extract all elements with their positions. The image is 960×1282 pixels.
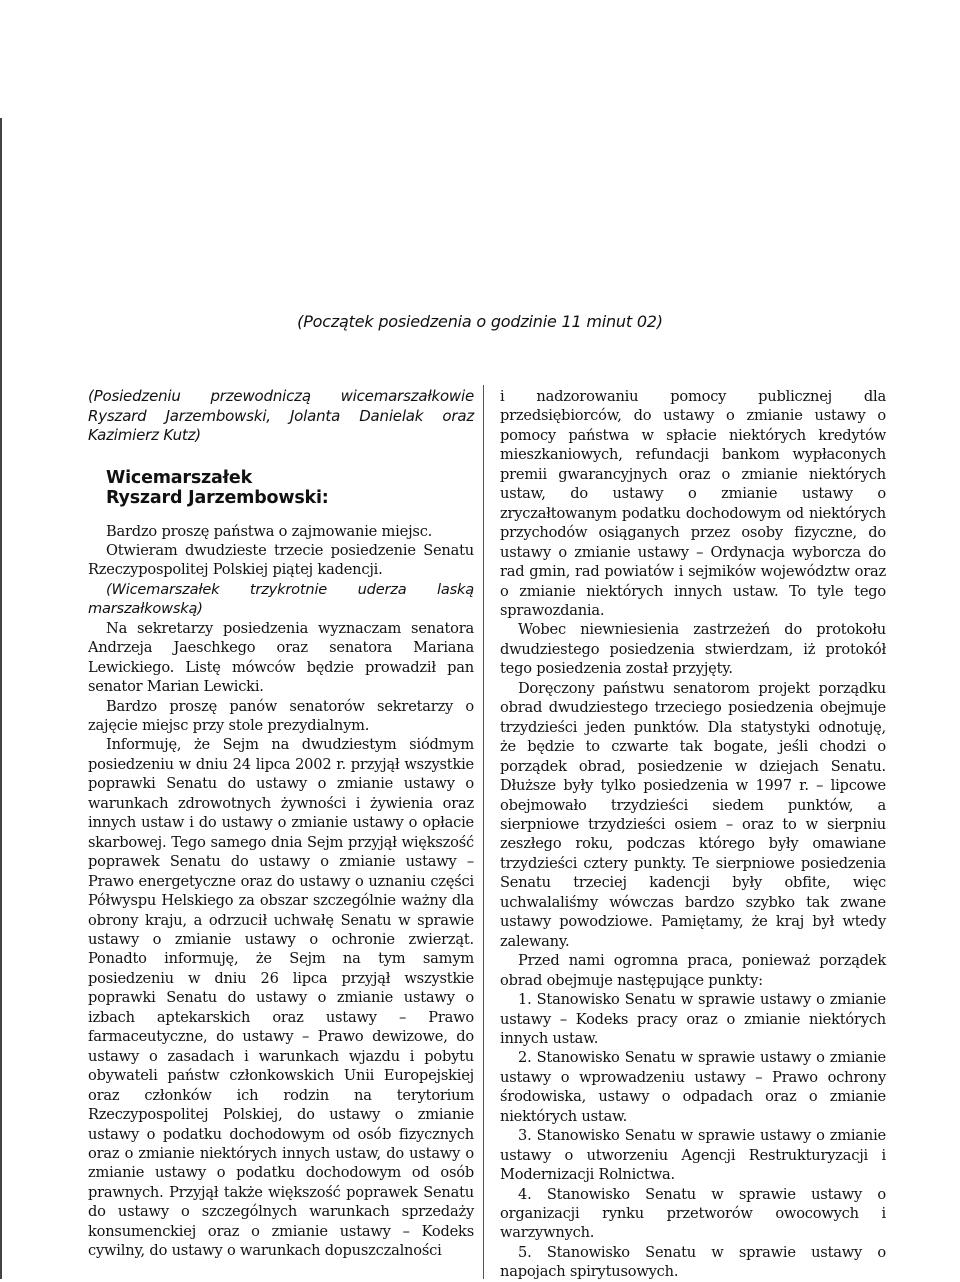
paragraph: Otwieram dwudzieste trzecie posiedzenie Senatu Rzeczypospolitej Polskiej piątej kadencji. xyxy=(88,541,474,579)
session-start-note: (Początek posiedzenia o godzinie 11 minut 02) xyxy=(297,312,663,331)
chair-note: (Posiedzeniu przewodniczą wicemarszałkowie Ryszard Jarzembowski, Jolanta Danielak oraz Kazimierz Kutz) xyxy=(88,387,474,444)
left-column xyxy=(88,387,474,1261)
agenda-item: 2. Stanowisko Senatu w sprawie ustawy o zmianie ustawy o wprowadzeniu ustawy – Prawo ochrony środowiska, ustawy o odpadach oraz o zmianie niektórych ustaw. xyxy=(500,1049,886,1125)
right-column xyxy=(500,387,886,1282)
paragraph: Na sekretarzy posiedzenia wyznaczam senatora Andrzeja Jaeschkego oraz senatora Mariana Lewickiego. Listę mówców będzie prowadził pan senator Marian Lewicki. xyxy=(88,619,474,696)
paragraph: Wobec niewniesienia zastrzeżeń do protokołu dwudziestego posiedzenia stwierdzam, iż protokół tego posiedzenia został przyjęty. xyxy=(500,621,886,678)
agenda-item: 3. Stanowisko Senatu w sprawie ustawy o zmianie ustawy o utworzeniu Agencji Restrukturyzacji i Modernizacji Rolnictwa. xyxy=(500,1127,886,1184)
agenda-item: 4. Stanowisko Senatu w sprawie ustawy o organizacji rynku przetworów owocowych i warzywnych. xyxy=(500,1185,886,1242)
agenda-item: 5. Stanowisko Senatu w sprawie ustawy o napojach spirytusowych. xyxy=(500,1243,886,1281)
paragraph: Bardzo proszę państwa o zajmowanie miejsc. xyxy=(106,522,433,540)
paragraph: Informuję, że Sejm na dwudziestym siódmym posiedzeniu w dniu 24 lipca 2002 r. przyjął wszystkie poprawki Senatu do ustawy o zmianie ustawy o warunkach zdrowotnych żywności i żywienia oraz innych ustaw i do ustawy o zmianie ustawy o opłacie skarbowej. Tego samego dnia Sejm przyjął większość poprawek Senatu do ustawy o zmianie ustawy – Prawo energetyczne oraz do ustawy o uznaniu części Półwyspu Helskiego za obszar szczególnie ważny dla obrony kraju, a odrzucił uchwałę Senatu w sprawie ustawy o zmianie ustawy o ochronie zwierząt. Ponadto informuję, że Sejm na tym samym posiedzeniu w dniu 26 lipca przyjął wszystkie poprawki Senatu do ustawy o zmianie ustawy o izbach aptekarskich oraz ustawy – Prawo farmaceutyczne, do ustawy – Prawo dewizowe, do ustawy o zasadach i warunkach wjazdu i pobytu obywateli państw członkowskich Unii Europejskiej oraz członków ich rodzin na terytorium Rzeczypospolitej Polskiej, do ustawy o zmianie ustawy o podatku dochodowym od osób fizycznych oraz o zmianie niektórych innych ustaw, do ustawy o zmianie ustawy o podatku dochodowym od osób prawnych. Przyjął także większość poprawek Senatu do ustawy o szczególnych warunkach sprzedaży konsumenckiej oraz o zmianie ustawy – Kodeks cywilny, do ustawy o warunkach dopuszczalności xyxy=(88,736,474,1260)
speaker-name: Ryszard Jarzembowski: xyxy=(106,487,329,508)
speaker-heading xyxy=(106,468,474,508)
column-divider xyxy=(483,385,484,1279)
agenda-item: 1. Stanowisko Senatu w sprawie ustawy o zmianie ustawy – Kodeks pracy oraz o zmianie niektórych innych ustaw. xyxy=(500,991,886,1047)
paragraph: Przed nami ogromna praca, ponieważ porządek obrad obejmuje następujące punkty: xyxy=(500,952,886,989)
stage-direction: (Wicemarszałek trzykrotnie uderza laską marszałkowską) xyxy=(88,580,474,618)
paragraph-continued: i nadzorowaniu pomocy publicznej dla przedsiębiorców, do ustawy o zmianie ustawy o pomocy państwa w spłacie niektórych kredytów mieszkaniowych, refundacji bankom wypłaconych premii gwarancyjnych oraz o zmianie niektórych ustaw, do ustawy o zmianie ustawy o zryczałtowanym podatku dochodowym od niektórych przychodów osiąganych przez osoby fizyczne, do ustawy o zmianie ustawy – Ordynacja wyborcza do rad gmin, rad powiatów i sejmików województw oraz o zmianie niektórych innych ustaw. To tyle tego sprawozdania. xyxy=(500,388,886,619)
speaker-role: Wicemarszałek xyxy=(106,467,253,488)
paragraph: Bardzo proszę panów senatorów sekretarzy o zajęcie miejsc przy stole prezydialnym. xyxy=(88,697,474,735)
page-margin-rule xyxy=(0,118,2,1279)
paragraph: Doręczony państwu senatorom projekt porządku obrad dwudziestego trzeciego posiedzenia obejmuje trzydzieści jeden punktów. Dla statystyki odnotuję, że będzie to czwarte tak bogate, jeśli chodzi o porządek obrad, posiedzenie w dziejach Senatu. Dłuższe były tylko posiedzenia w 1997 r. – lipcowe obejmowało trzydzieści siedem punktów, a sierpniowe trzydzieści osiem – oraz to w sierpniu zeszłego roku, podczas którego były omawiane trzydzieści cztery punkty. Te sierpniowe posiedzenia Senatu trzeciej kadencji były obfite, więc uchwalaliśmy wówczas bardzo szybko tak zwane ustawy powodziowe. Pamiętamy, że kraj był wtedy zalewany. xyxy=(500,679,886,950)
